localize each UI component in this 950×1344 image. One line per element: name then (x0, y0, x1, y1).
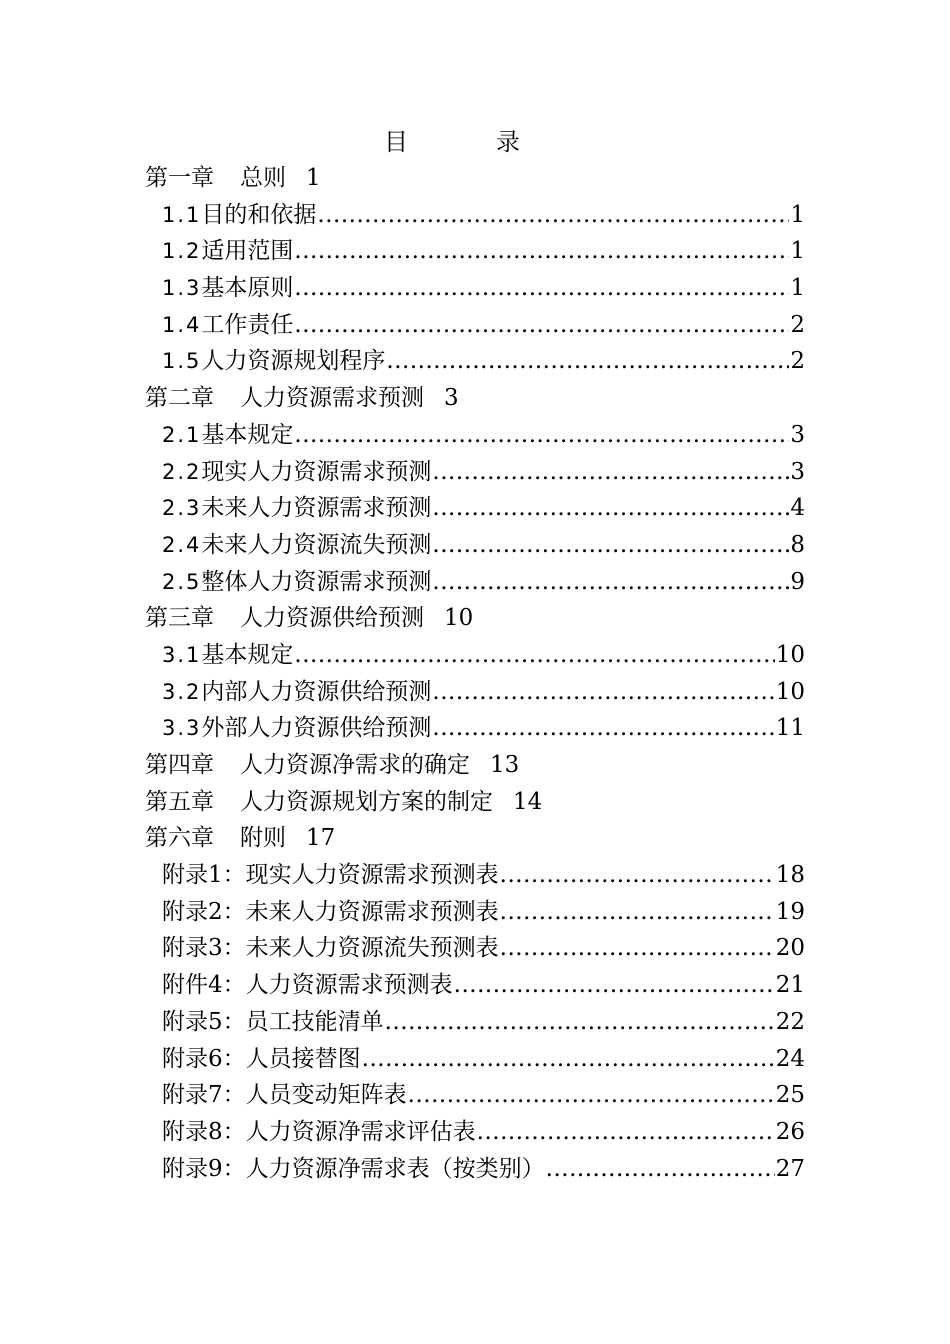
toc-section[interactable] (162, 233, 805, 270)
section-page-number: 22 (775, 1008, 805, 1035)
chapter-page-number: 10 (444, 605, 474, 632)
toc-title: 目录 (384, 128, 608, 156)
chapter-number: 第三章 (145, 605, 214, 632)
toc-appendix-entry[interactable] (162, 930, 805, 967)
section-title: 人力资源规划程序 (201, 348, 386, 375)
toc-appendix-entry[interactable] (162, 1004, 805, 1041)
chapter-title: 人力资源净需求的确定 (240, 752, 470, 778)
chapter-number: 第一章 (145, 165, 214, 191)
toc-section[interactable] (162, 343, 805, 380)
chapter-number: 第五章 (145, 788, 214, 815)
section-number: 附件4： (162, 972, 246, 999)
dot-leader (294, 637, 774, 674)
section-number: 3.1 (162, 642, 202, 667)
section-title: 未来人力资源需求预测 (201, 495, 432, 522)
section-title: 基本规定 (201, 641, 294, 668)
toc-section[interactable] (162, 674, 805, 711)
dot-leader (362, 1041, 775, 1078)
chapter-number: 第二章 (145, 385, 214, 412)
dot-leader (294, 270, 789, 307)
section-number: 附录2： (162, 898, 246, 925)
section-number: 1.2 (162, 239, 202, 264)
section-number: 2.1 (162, 422, 202, 447)
section-page-number: 25 (775, 1082, 805, 1109)
toc-section[interactable] (162, 197, 805, 234)
section-number: 附录3： (162, 935, 246, 962)
toc-appendix-entry[interactable] (162, 1077, 805, 1114)
section-title: 人力资源需求预测表 (245, 972, 453, 999)
chapter-page-number: 14 (513, 788, 543, 815)
section-number: 附录8： (162, 1118, 246, 1145)
section-title: 整体人力资源需求预测 (201, 568, 432, 595)
dot-leader (432, 490, 789, 527)
dot-leader (385, 1004, 775, 1041)
section-page-number: 2 (790, 311, 805, 338)
section-number: 附录9： (162, 1155, 246, 1182)
section-page-number: 10 (775, 641, 805, 668)
toc-section[interactable] (162, 564, 805, 601)
dot-leader (432, 564, 789, 601)
section-number: 附录7： (162, 1082, 246, 1109)
toc-chapter[interactable] (0, 380, 950, 417)
chapter-number: 第六章 (145, 825, 214, 852)
section-page-number: 1 (790, 238, 805, 265)
section-number: 1.5 (162, 349, 202, 374)
dot-leader (432, 454, 789, 491)
section-number: 1.3 (162, 276, 202, 301)
chapter-title: 附则 (240, 825, 286, 852)
section-page-number: 10 (775, 678, 805, 705)
toc-section[interactable] (162, 417, 805, 454)
toc-appendix-entry[interactable] (162, 857, 805, 894)
dot-leader (294, 307, 789, 344)
section-page-number: 20 (775, 935, 805, 962)
chapter-page-number: 3 (444, 385, 459, 412)
section-number: 附录5： (162, 1008, 246, 1035)
chapter-page-number: 13 (490, 752, 520, 778)
toc-chapter[interactable] (0, 784, 950, 821)
section-page-number: 4 (790, 495, 805, 522)
dot-leader (477, 1114, 775, 1151)
section-title: 适用范围 (201, 238, 294, 265)
section-number: 附录1： (162, 862, 246, 889)
toc-appendix-entry[interactable] (162, 1151, 805, 1188)
toc-section[interactable] (162, 307, 805, 344)
section-title: 基本原则 (201, 275, 294, 302)
toc-chapter[interactable] (0, 600, 950, 637)
section-title: 现实人力资源需求预测 (201, 458, 432, 485)
section-number: 2.4 (162, 532, 202, 557)
toc-section[interactable] (162, 527, 805, 564)
dot-leader (386, 343, 789, 380)
toc-section[interactable] (162, 710, 805, 747)
section-number: 2.5 (162, 569, 202, 594)
dot-leader (500, 857, 775, 894)
chapter-page-number: 1 (306, 165, 321, 191)
section-title: 人员变动矩阵表 (245, 1082, 407, 1109)
section-title: 外部人力资源供给预测 (201, 715, 432, 742)
dot-leader (454, 967, 775, 1004)
section-number: 1.1 (162, 202, 202, 227)
section-number: 3.2 (162, 679, 202, 704)
section-page-number: 21 (775, 972, 805, 999)
section-number: 1.4 (162, 312, 202, 337)
section-title: 员工技能清单 (245, 1008, 384, 1035)
dot-leader (408, 1077, 775, 1114)
toc-section[interactable] (162, 490, 805, 527)
section-page-number: 11 (775, 715, 805, 742)
dot-leader (500, 894, 775, 931)
dot-leader (294, 233, 789, 270)
section-title: 未来人力资源需求预测表 (245, 898, 499, 925)
table-of-contents (0, 160, 950, 1187)
chapter-page-number: 17 (306, 825, 336, 852)
section-title: 现实人力资源需求预测表 (245, 862, 499, 889)
toc-section[interactable] (162, 270, 805, 307)
section-page-number: 2 (790, 348, 805, 375)
toc-appendix-entry[interactable] (162, 1041, 805, 1078)
section-number: 附录6： (162, 1045, 246, 1072)
toc-chapter[interactable] (0, 160, 950, 197)
section-page-number: 27 (775, 1155, 805, 1182)
toc-chapter[interactable] (0, 747, 950, 784)
section-page-number: 9 (790, 568, 805, 595)
section-title: 人力资源净需求表（按类别） (245, 1155, 545, 1182)
toc-chapter[interactable] (0, 820, 950, 857)
section-page-number: 1 (790, 275, 805, 302)
toc-appendix-entry[interactable] (162, 894, 805, 931)
chapter-number: 第四章 (145, 752, 214, 778)
toc-section[interactable] (162, 637, 805, 674)
section-title: 工作责任 (201, 311, 294, 338)
toc-section[interactable] (162, 454, 805, 491)
section-number: 3.3 (162, 716, 202, 741)
section-title: 人员接替图 (245, 1045, 361, 1072)
chapter-title: 人力资源供给预测 (240, 605, 424, 632)
section-title: 未来人力资源流失预测 (201, 531, 432, 558)
section-page-number: 1 (790, 201, 805, 228)
dot-leader (500, 930, 775, 967)
chapter-title: 人力资源需求预测 (240, 385, 424, 412)
dot-leader (432, 527, 789, 564)
section-title: 未来人力资源流失预测表 (245, 935, 499, 962)
toc-appendix-entry[interactable] (162, 1114, 805, 1151)
dot-leader (432, 674, 774, 711)
chapter-title: 人力资源规划方案的制定 (240, 788, 493, 815)
dot-leader (317, 197, 789, 234)
section-page-number: 3 (790, 458, 805, 485)
dot-leader (546, 1151, 775, 1188)
section-page-number: 24 (775, 1045, 805, 1072)
section-page-number: 18 (775, 862, 805, 889)
dot-leader (432, 710, 774, 747)
section-title: 人力资源净需求评估表 (245, 1118, 476, 1145)
section-number: 2.2 (162, 459, 202, 484)
section-title: 基本规定 (201, 421, 294, 448)
section-title: 内部人力资源供给预测 (201, 678, 432, 705)
toc-appendix-entry[interactable] (162, 967, 805, 1004)
section-number: 2.3 (162, 496, 202, 521)
section-page-number: 8 (790, 531, 805, 558)
dot-leader (294, 417, 789, 454)
section-page-number: 26 (775, 1118, 805, 1145)
section-page-number: 19 (775, 898, 805, 925)
section-title: 目的和依据 (201, 201, 317, 228)
section-page-number: 3 (790, 421, 805, 448)
chapter-title: 总则 (240, 165, 286, 191)
